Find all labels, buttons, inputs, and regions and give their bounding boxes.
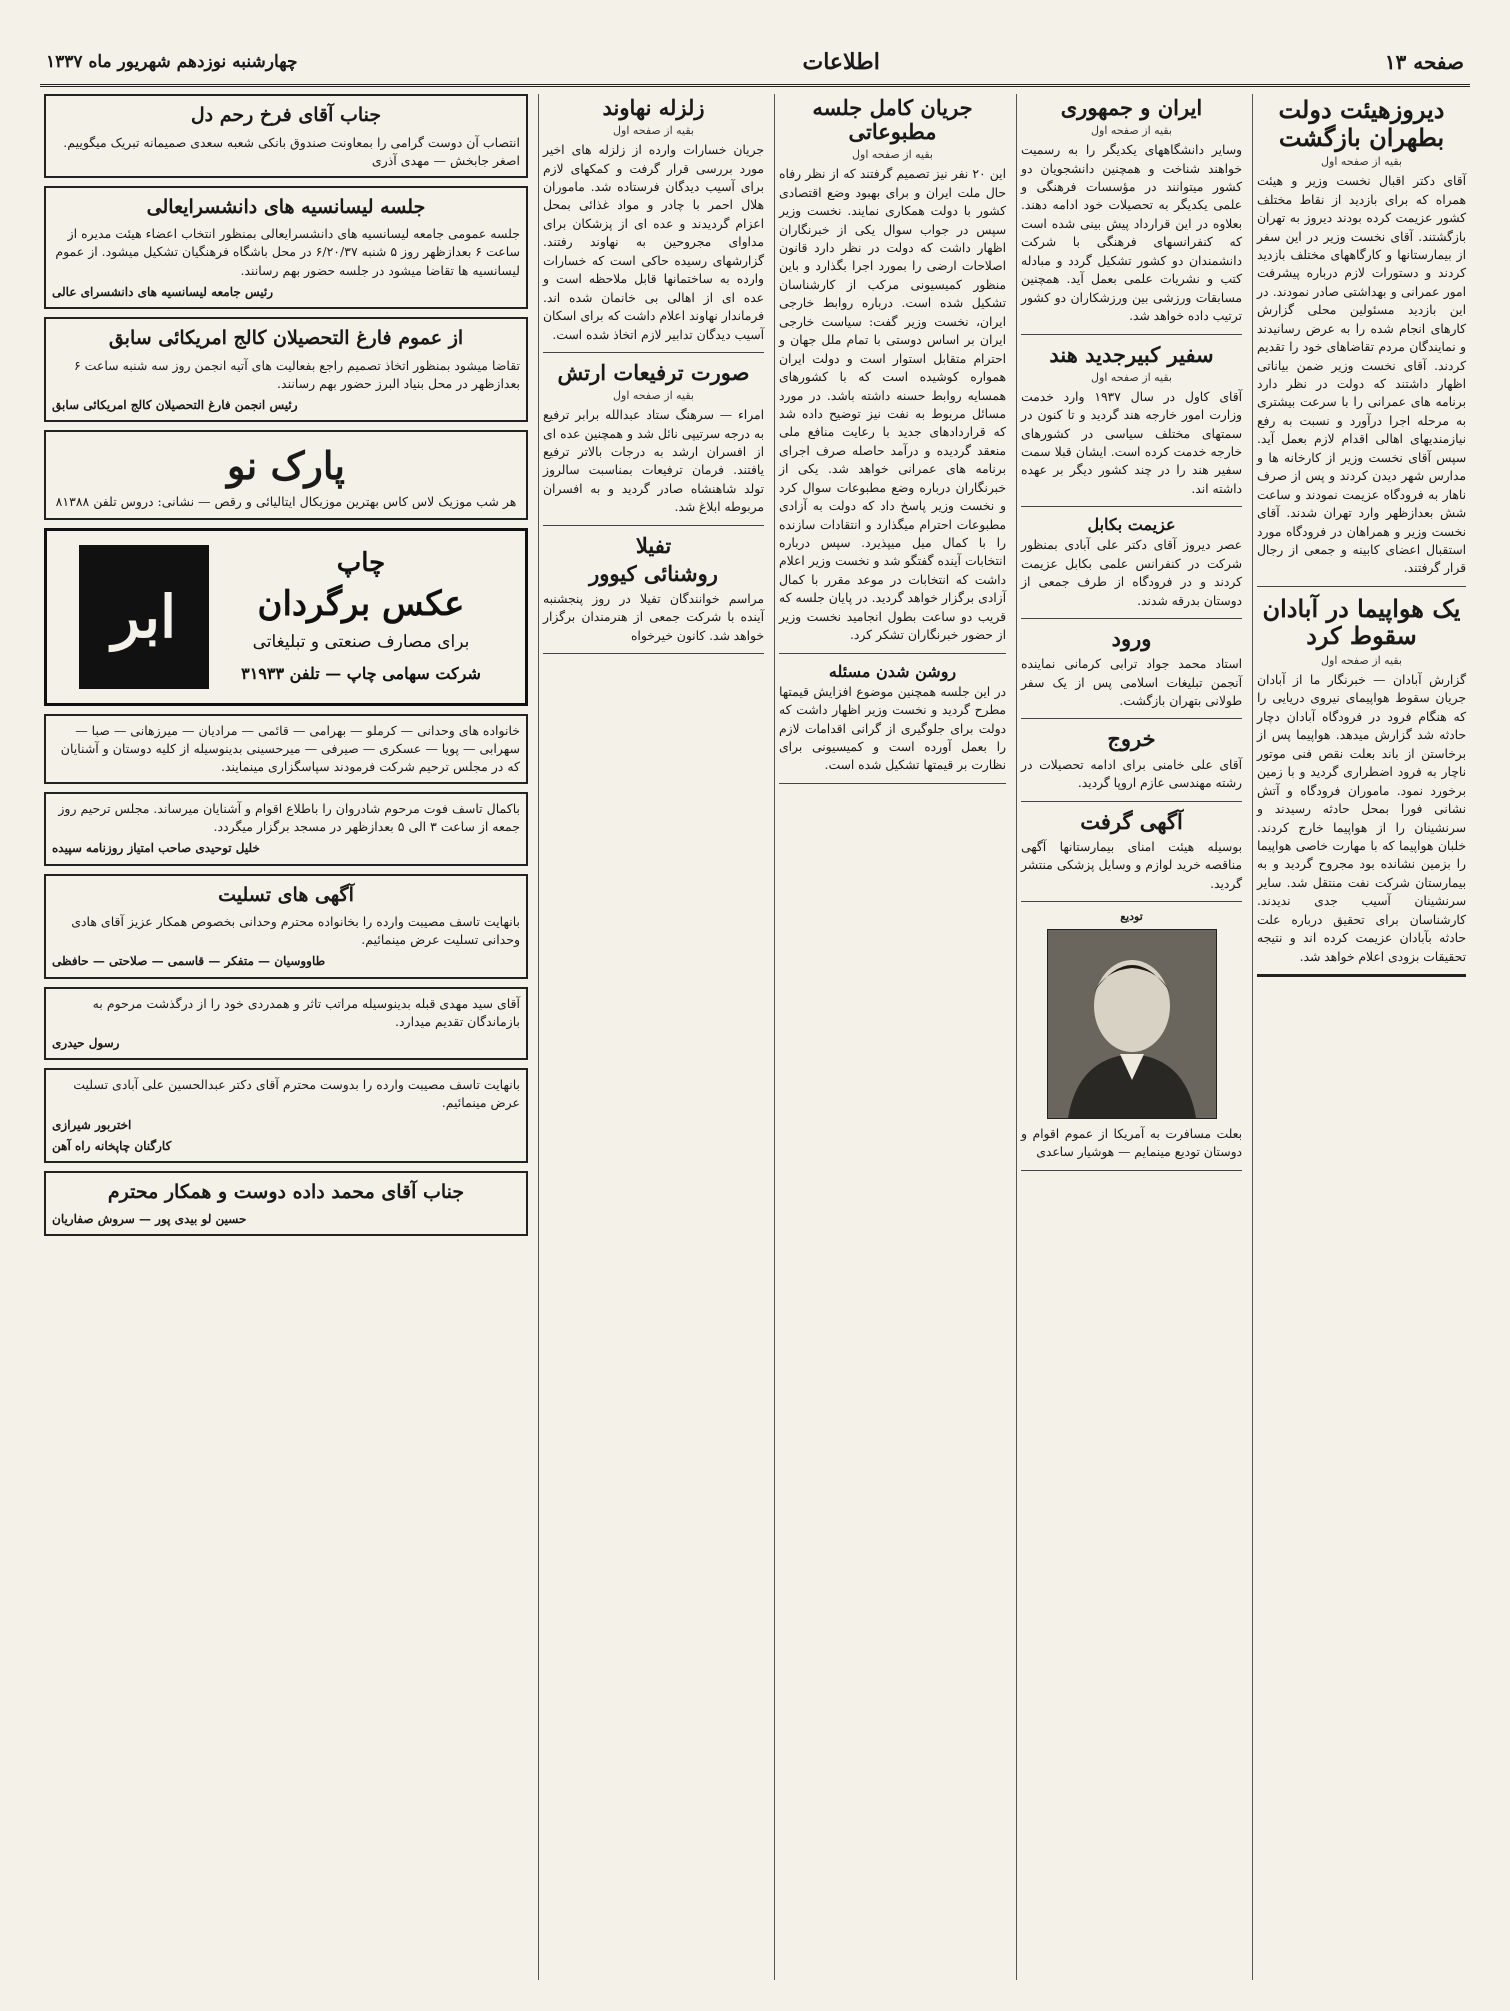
ad-body: بانهایت تاسف مصیبت وارده را بدوست محترم آقای دکتر عبدالحسین علی آبادی تسلیت عرض مینمائیم. <box>73 1077 520 1111</box>
article-body: آقای علی خامنی برای ادامه تحصیلات در رشته مهندسی عازم اروپا گردید. <box>1021 757 1242 791</box>
article-notice <box>1021 810 1242 902</box>
article-body: بوسیله هیئت امنای بیمارستانها آگهی مناقصه خرید لوازم و وسایل پزشکی منتشر گردید. <box>1021 839 1242 891</box>
article-nahavand-quake <box>543 96 764 353</box>
ad-body: انتصاب آن دوست گرامی را بمعاونت صندوق بانکی شعبه سعدی صمیمانه تبریک میگوییم. اصغر جابخش — مهدی آذری <box>63 134 520 168</box>
ad-body: خانواده های وحدانی — کرملو — بهرامی — قائمی — مرادیان — میرزهانی — صبا — سهرابی — پویا — عسکری — صیرفی — میرحسینی بدینوسیله از کلیه دوستان و آشنایان که در مجلس ترحیم شرکت فرمودند سپاسگزاری مینمایند. <box>60 722 520 774</box>
ad-congrats <box>44 94 528 178</box>
park-name: پارک نو <box>227 443 345 489</box>
ad-park-no <box>44 430 528 519</box>
ad-signature: رئیس جامعه لیسانسیه های دانشسرای عالی <box>52 284 274 299</box>
article-departure <box>1021 727 1242 801</box>
headline-plane-crash: یک هواپیما در آبادان سقوط کرد <box>1262 593 1461 651</box>
article-body: عصر دیروز آقای دکتر علی آبادی بمنظور شرکت در کنفرانس علمی بکابل عزیمت کردند و در فرودگاه از طرف جمعی از دوستان بدرقه شدند. <box>1021 538 1242 608</box>
article-body: مراسم خوانندگان تفیلا در روز پنجشنبه آینده با شرکت جمعی از هنرمندان برگزار خواهد شد. کانون خیرخواه <box>543 592 764 643</box>
ad-body: تقاضا میشود بمنظور اتخاذ تصمیم راجع بفعالیت های آتیه انجمن روز سه شنبه ساعت ۶ بعدازظهر در محل بنیاد البرز حضور بهم رسانند. <box>73 357 520 391</box>
ad-title: جناب آقای فرخ رحم دل <box>190 104 382 126</box>
ad-title: جلسه لیسانسیه های دانشسرایعالی <box>146 195 426 218</box>
ad-condolence-3 <box>44 1068 528 1163</box>
article-body: استاد محمد جواد ترابی کرمانی نماینده آنجمن تبلیغات اسلامی پس از یک سفر طولانی بتهران بازگشت. <box>1021 657 1242 709</box>
farewell-text: بعلت مسافرت به آمریکا از عموم اقوام و دوستان تودیع مینمایم — هوشیار ساعدی <box>1021 1126 1242 1160</box>
ad-body: باکمال تاسف فوت مرحوم شادروان را باطلاع اقوام و آشنایان میرساند. مجلس ترحیم روز جمعه از ساعت ۳ الی ۵ بعدازظهر در مسجد برگزار میگردد. <box>58 800 520 835</box>
column-3 <box>774 94 1010 1980</box>
article-body: گزارش آبادان — خبرنگار ما از آبادان جریان سقوط هواپیمای نیروی دریایی را که هنگام فرود در فرودگاه آبادان دچار حادثه شد گزارش میدهد. هواپیما پس از برخاستن از باند بعلت نقص فنی موتور ناچار به فرود اضطراری گردید و با زمین برخورد نمود. ماموران فرودگاه و آتش نشانی فورا بمحل حادثه رسیدند و سرنشینان را از هواپیما خارج کردند. خلبان هواپیما که با مهارت خاصی هواپیما را بزمین نشانده بود مجروح گردید و به بیمارستان شرکت نفت منتقل شد. سایر سرنشینان آسیب جدی ندیدند. کارشناسان برای تحقیق درباره علت حادثه بآبادان عزیمت کرده اند و نتیجه تحقیقات بزودی اعلام خواهد شد. <box>1257 673 1466 964</box>
ad-obituary <box>44 792 528 866</box>
headline-cabinet-return: دیروزهیئت دولت بطهران بازگشت <box>1278 95 1445 152</box>
ad-condolences <box>44 874 528 979</box>
page-number: صفحه ۱۳ <box>1384 50 1464 74</box>
article-india-ambassador <box>1021 343 1242 508</box>
article-body: امراء — سرهنگ ستاد عبدالله برابر ترفیع به درجه سرتیپی نائل شد و همچنین عده ای از افسران ارشد به درجات بالاتر ترفیع یافتند. فرمان ترفیعات بمناسبت سالروز تولد شاهنشاه صادر گردید و به افسران مربوطه ابلاغ شد. <box>543 408 764 515</box>
continued-note: بقیه از صفحه اول <box>1091 370 1172 384</box>
headline-army-promotions: صورت ترفیعات ارتش <box>557 359 750 385</box>
headline-iran-republic: ایران و جمهوری <box>1060 95 1203 120</box>
article-arrival <box>1021 627 1242 719</box>
article-body: آقای کاول در سال ۱۹۳۷ وارد خدمت وزارت امور خارجه هند گردید و تا کنون در سمتهای مختلف سیاسی در کشورهای خارجه خدمت کرده است. ایشان قبلا سمت سفیر هند را در چند کشور دیگر بر عهده داشته اند. <box>1021 389 1242 496</box>
article-body: جریان خسارات وارده از زلزله های اخیر مورد بررسی قرار گرفت و کمکهای لازم برای آسیب دیدگان فرستاده شد. ماموران هلال احمر با چادر و مواد غذائی بمحل اعزام گردیدند و عده ای از پزشکان برای مداوای مجروحین به نهاوند رفتند. گزارشهای رسیده حاکی است که خسارات وارده به ساختمانها قابل ملاحظه است و عده ای از اهالی بی خانمان شده اند. فرماندار نهاوند اعلام داشت که برای اسکان آسیب دیدگان تدابیر لازم اتخاذ شده است. <box>543 143 764 342</box>
print-shop-logo <box>53 537 519 697</box>
print-title: چاپ <box>336 547 386 578</box>
newspaper-page <box>40 40 1470 1980</box>
print-line2: برای مصارف صنعتی و تبلیغاتی <box>252 631 470 652</box>
article-kabul <box>1021 515 1242 619</box>
print-line1: عکس برگردان <box>257 583 465 624</box>
masthead <box>40 40 1470 87</box>
ad-signature: اختربور شیرازی <box>52 1117 132 1132</box>
headline-notice: آگهی گرفت <box>1080 808 1183 834</box>
column-4 <box>538 94 768 1980</box>
headline-clarification: روشن شدن مسئله <box>828 661 957 681</box>
ad-title: آگهی های تسلیت <box>218 883 354 906</box>
ad-signature: طاووسیان — متفکر — قاسمی — صلاحتی — حافظی <box>52 954 326 969</box>
continued-note: بقیه از صفحه اول <box>852 148 933 162</box>
article-body: وسایر دانشگاههای یکدیگر را به رسمیت خواهند شناخت و همچنین دانشجویان دو کشور میتوانند در مؤسسات فرهنگی و علمی یکدیگر به تحصیلات خود ادامه دهند. بعلاوه در این قرارداد پیش بینی شده است که کنفرانسهای فرهنگی با شرکت دانشمندان دو کشور تشکیل گردد و مبادله کتب و نشریات علمی بعمل آید. همچنین مسابقات ورزشی بین ورزشکاران دو کشور ترتیب داده خواهد شد. <box>1021 143 1242 324</box>
headline-departure: خروج <box>1107 726 1156 752</box>
continued-note: بقیه از صفحه اول <box>613 124 694 138</box>
ad-american-college <box>44 317 528 422</box>
ad-signature: حسین لو بیدی پور — سروش صفاریان <box>52 1211 247 1226</box>
column-ads <box>40 94 532 1980</box>
print-logo-letters: ابر <box>111 582 177 651</box>
headline-kippur: روشنائی کیوور <box>589 560 718 586</box>
ad-title: از عموم فارغ التحصیلان کالج امریکائی سابق <box>108 327 464 350</box>
continued-note: بقیه از صفحه اول <box>1321 155 1402 169</box>
headline-kabul: عزیمت بکابل <box>1087 515 1176 535</box>
column-1 <box>1252 94 1470 1980</box>
article-army-promotions <box>543 361 764 526</box>
ad-thanks-families <box>44 714 528 784</box>
ad-body: جلسه عمومی جامعه لیسانسیه های دانشسرایعالی بمنظور انتخاب اعضاء هیئت مدیره از ساعت ۶ بعدازظهر روز ۵ شنبه ۶/۲۰/۳۷ در محل باشگاه فرهنگیان تشکیل میشود. از عموم لیسانسیه ها تقاضا میشود در جلسه حضور بهم رسانند. <box>55 226 520 278</box>
paper-name: اطلاعات <box>802 49 880 75</box>
park-body: هر شب موزیک لاس کاس بهترین موزیکال ایتالیائی و رقص — نشانی: دروس تلفن ۸۱۳۸۸ <box>55 494 517 510</box>
ad-signature: خلیل توحیدی صاحب امتیاز روزنامه سپیده <box>52 841 260 856</box>
article-cabinet-return <box>1257 96 1466 587</box>
ad-body: آقای سید مهدی قبله بدینوسیله مراتب تاثر و همدردی خود را از درگذشت مرحوم به بازماندگان تقدیم میدارد. <box>92 995 520 1029</box>
article-tefila <box>543 534 764 655</box>
article-press-conference <box>779 96 1006 654</box>
headline-india-ambassador: سفیر کبیرجدید هند <box>1049 341 1214 367</box>
article-body: این ۲۰ نفر نیز تصمیم گرفتند که از نظر رفاه حال ملت ایران و برای بهبود وضع اقتصادی کشور با دولت همکاری نمایند. نخست وزیر سپس در جواب سوال یکی از خبرنگاران اظهار داشت که دولت در نظر دارد قانون اصلاحات ارضی را بمورد اجرا بگذارد و باین منظور کمیسیونی مرکب از کارشناسان تشکیل شده است. درباره روابط خارجی ایران، نخست وزیر گفت: سیاست خارجی ایران بر اساس دوستی با تمام ملل جهان و احترام متقابل استوار است و دولت ایران همواره کوشیده است که با کشورهای همسایه روابط حسنه داشته باشد. در مورد مسائل مربوط به نفت نیز توضیح داده شد که قراردادهای جدید با رعایت منافع ملی منعقد گردیده و درآمد حاصله صرف اجرای برنامه های عمرانی خواهد شد. یکی از خبرنگاران درباره وضع مطبوعات سوال کرد و نخست وزیر پاسخ داد که دولت به آزادی مطبوعات احترام میگذارد و انتقادات سازنده را با کمال میل میپذیرد. سپس درباره انتخابات آینده گفتگو شد و نخست وزیر اعلام داشت که انتخابات در موعد مقرر با کمال آزادی برگزار خواهد گردید. در پایان جلسه که قریب دو ساعت بطول انجامید نخست وزیر از حضور خبرنگاران تشکر کرد. <box>779 167 1007 643</box>
article-plane-crash <box>1257 595 1466 977</box>
headline-nahavand-quake: زلزله نهاوند <box>602 95 705 120</box>
print-company: شرکت سهامی چاپ — تلفن ۳۱۹۳۳ <box>241 663 481 683</box>
article-body: در این جلسه همچنین موضوع افزایش قیمتها مطرح گردید و نخست وزیر اظهار داشت که دولت برای جلوگیری از گرانی اقدامات لازم را بعمل آورده است و کمیسیونی برای نظارت بر قیمتها تشکیل شده است. <box>779 684 1006 773</box>
ad-licentiate-meeting <box>44 186 528 309</box>
portrait-photo <box>1047 929 1217 1119</box>
ad-title: جناب آقای محمد داده دوست و همکار محترم <box>107 1181 465 1204</box>
ad-signature-2: کارگنان چاپخانه راه آهن <box>52 1139 172 1153</box>
ad-body: بانهایت تاسف مصیبت وارده را بخانواده محترم وحدانی بخصوص همکار عزیز آقای هادی وحدانی تسلیت عرض مینمائیم. <box>71 914 520 948</box>
headline-tefila: تفیلا <box>635 532 672 558</box>
issue-date: چهارشنبه نوزدهم شهریور ماه ۱۳۳۷ <box>46 52 298 72</box>
columns <box>40 94 1470 1980</box>
continued-note: بقیه از صفحه اول <box>613 389 694 403</box>
photo-caption: تودیع <box>1120 909 1143 923</box>
ad-condolence-2 <box>44 987 528 1061</box>
continued-note: بقیه از صفحه اول <box>1091 124 1172 138</box>
column-2 <box>1016 94 1246 1980</box>
ad-signature: رئیس انجمن فارغ التحصیلان کالج امریکائی سابق <box>52 397 298 412</box>
ad-signature: رسول حیدری <box>52 1035 120 1050</box>
article-clarification <box>779 662 1006 784</box>
ad-print-shop <box>44 528 528 706</box>
article-body: آقای دکتر اقبال نخست وزیر و هیئت همراه که برای بازدید از نقاط مختلف کشور عزیمت کرده بودند دیروز به تهران بازگشتند. آقای نخست وزیر در این سفر از بیمارستانها و کارگاههای مختلف بازدید کردند و دستورات لازم درباره پیشرفت امور عمرانی و بهداشتی صادر نمودند. در این بازدید مسئولین محلی گزارش کارهای انجام شده را به عرض رسانیدند و نمایندگان مردم تقاضاهای خود را تقدیم کردند. آقای نخست وزیر ضمن بیاناتی اظهار داشتند که دولت در نظر دارد برنامه های عمرانی را با سرعت بیشتری به مرحله اجرا درآورد و نسبت به رفع نیازمندیهای اهالی اقدام لازم بعمل آید. سپس آقای نخست وزیر از کارخانه ها و مدارس شهر دیدن کردند و پس از صرف ناهار به فرودگاه عزیمت نمودند و ساعت شش بعدازظهر وارد تهران شدند. آقای نخست وزیر و همراهان در فرودگاه مورد استقبال اعضای کابینه و جمعی از رجال قرار گرفتند. <box>1257 174 1466 576</box>
continued-note: بقیه از صفحه اول <box>1321 654 1402 667</box>
headline-arrival: ورود <box>1111 626 1152 652</box>
ad-colleague <box>44 1171 528 1236</box>
article-iran-republic <box>1021 96 1242 335</box>
headline-press-conference: جریان کامل جلسه مطبوعاتی <box>812 95 973 145</box>
farewell-notice <box>1021 910 1242 1171</box>
portrait-image <box>1048 930 1216 1118</box>
